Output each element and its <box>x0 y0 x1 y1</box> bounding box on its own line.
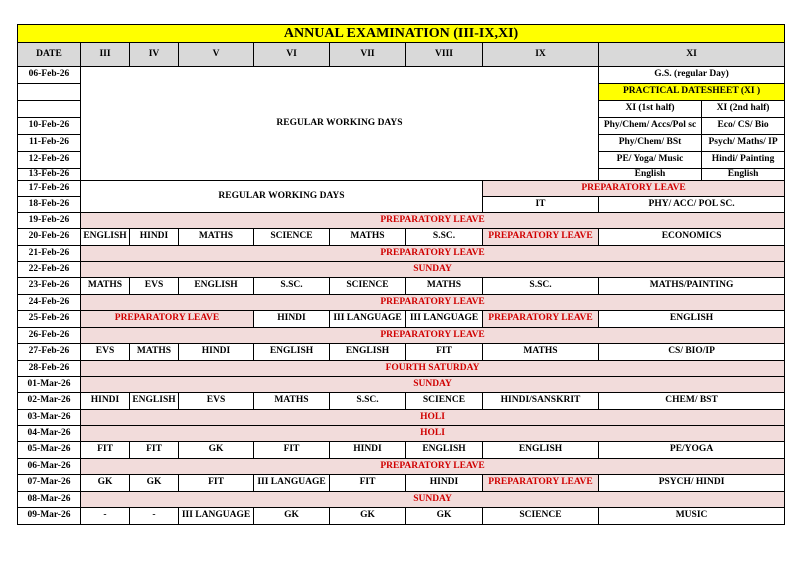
subject-cell: MATHS <box>254 393 330 410</box>
subject-cell: FIT <box>179 475 254 492</box>
prep-leave-cell: PREPARATORY LEAVE <box>483 181 785 197</box>
xi-cell: ENGLISH <box>599 311 785 328</box>
date-cell: 02-Mar-26 <box>18 393 81 410</box>
subject-cell: III LANGUAGE <box>254 475 330 492</box>
prep-leave-row: PREPARATORY LEAVE <box>81 213 785 229</box>
xi-cell: MATHS/PAINTING <box>599 278 785 295</box>
subject-cell: MATHS <box>81 278 130 295</box>
subject-cell: - <box>81 508 130 525</box>
date-cell: 20-Feb-26 <box>18 229 81 246</box>
holi-row: HOLI <box>81 426 785 442</box>
xi-practical-datesheet: PRACTICAL DATESHEET (XI ) <box>599 84 785 101</box>
date-cell: 12-Feb-26 <box>18 152 81 169</box>
header-vii: VII <box>330 43 406 67</box>
subject-cell: MATHS <box>483 344 599 361</box>
date-cell: 06-Feb-26 <box>18 67 81 84</box>
subject-cell: S.SC. <box>483 278 599 295</box>
prep-leave-cell: PREPARATORY LEAVE <box>483 475 599 492</box>
header-date: DATE <box>18 43 81 67</box>
date-cell: 13-Feb-26 <box>18 169 81 181</box>
date-cell: 09-Mar-26 <box>18 508 81 525</box>
date-cell: 19-Feb-26 <box>18 213 81 229</box>
subject-cell: HINDI <box>130 229 179 246</box>
date-cell <box>18 101 81 118</box>
date-cell: 07-Mar-26 <box>18 475 81 492</box>
subject-cell: GK <box>406 508 483 525</box>
prep-leave-cell: PREPARATORY LEAVE <box>483 311 599 328</box>
xi-first-half: XI (1st half) <box>599 101 702 118</box>
date-cell: 18-Feb-26 <box>18 197 81 213</box>
subject-cell: GK <box>330 508 406 525</box>
date-cell: 10-Feb-26 <box>18 118 81 135</box>
subject-cell: GK <box>179 442 254 459</box>
subject-cell: FIT <box>81 442 130 459</box>
date-cell: 11-Feb-26 <box>18 135 81 152</box>
xi-cell: Psych/ Maths/ IP <box>702 135 785 152</box>
sunday-row: SUNDAY <box>81 492 785 508</box>
subject-cell: EVS <box>179 393 254 410</box>
date-cell: 25-Feb-26 <box>18 311 81 328</box>
xi-cell: CHEM/ BST <box>599 393 785 410</box>
prep-leave-row: PREPARATORY LEAVE <box>81 246 785 262</box>
subject-cell: S.SC. <box>406 229 483 246</box>
date-cell: 26-Feb-26 <box>18 328 81 344</box>
subject-cell: ENGLISH <box>483 442 599 459</box>
subject-cell: ENGLISH <box>179 278 254 295</box>
header-xi: XI <box>599 43 785 67</box>
subject-cell: ENGLISH <box>406 442 483 459</box>
subject-cell: MATHS <box>406 278 483 295</box>
date-cell: 05-Mar-26 <box>18 442 81 459</box>
subject-cell: GK <box>254 508 330 525</box>
date-cell <box>18 84 81 101</box>
xi-gs-regular-day: G.S. (regular Day) <box>599 67 785 84</box>
xi-cell: PHY/ ACC/ POL SC. <box>599 197 785 213</box>
header-ix: IX <box>483 43 599 67</box>
subject-cell: HINDI <box>254 311 330 328</box>
date-cell: 22-Feb-26 <box>18 262 81 278</box>
prep-leave-row: PREPARATORY LEAVE <box>81 459 785 475</box>
subject-cell: EVS <box>81 344 130 361</box>
xi-cell: PSYCH/ HINDI <box>599 475 785 492</box>
subject-cell: SCIENCE <box>330 278 406 295</box>
exam-datesheet-table <box>17 24 785 525</box>
subject-cell: MATHS <box>130 344 179 361</box>
subject-cell: MATHS <box>330 229 406 246</box>
subject-cell: SCIENCE <box>483 508 599 525</box>
header-v: V <box>179 43 254 67</box>
sunday-row: SUNDAY <box>81 377 785 393</box>
prep-leave-cell: PREPARATORY LEAVE <box>81 311 254 328</box>
subject-cell: ENGLISH <box>81 229 130 246</box>
subject-cell: FIT <box>406 344 483 361</box>
header-viii: VIII <box>406 43 483 67</box>
subject-cell: ENGLISH <box>254 344 330 361</box>
xi-cell: Hindi/ Painting <box>702 152 785 169</box>
xi-cell: CS/ BIO/IP <box>599 344 785 361</box>
sheet-title: ANNUAL EXAMINATION (III-IX,XI) <box>18 25 785 43</box>
xi-cell: English <box>599 169 702 181</box>
subject-cell: S.SC. <box>254 278 330 295</box>
regular-working-days-block: REGULAR WORKING DAYS <box>81 67 599 181</box>
subject-cell: - <box>130 508 179 525</box>
subject-cell: ENGLISH <box>130 393 179 410</box>
date-cell: 24-Feb-26 <box>18 295 81 311</box>
date-cell: 28-Feb-26 <box>18 361 81 377</box>
subject-cell: HINDI <box>406 475 483 492</box>
date-cell: 08-Mar-26 <box>18 492 81 508</box>
prep-leave-cell: PREPARATORY LEAVE <box>483 229 599 246</box>
ix-cell: IT <box>483 197 599 213</box>
date-cell: 23-Feb-26 <box>18 278 81 295</box>
subject-cell: III LANGUAGE <box>330 311 406 328</box>
header-iii: III <box>81 43 130 67</box>
xi-cell: English <box>702 169 785 181</box>
prep-leave-row: PREPARATORY LEAVE <box>81 295 785 311</box>
subject-cell: SCIENCE <box>254 229 330 246</box>
date-cell: 17-Feb-26 <box>18 181 81 197</box>
subject-cell: HINDI <box>330 442 406 459</box>
fourth-saturday-row: FOURTH SATURDAY <box>81 361 785 377</box>
xi-cell: ECONOMICS <box>599 229 785 246</box>
xi-cell: MUSIC <box>599 508 785 525</box>
subject-cell: MATHS <box>179 229 254 246</box>
subject-cell: HINDI/SANSKRIT <box>483 393 599 410</box>
subject-cell: III LANGUAGE <box>406 311 483 328</box>
date-cell: 27-Feb-26 <box>18 344 81 361</box>
xi-cell: PE/ Yoga/ Music <box>599 152 702 169</box>
xi-second-half: XI (2nd half) <box>702 101 785 118</box>
subject-cell: FIT <box>330 475 406 492</box>
date-cell: 01-Mar-26 <box>18 377 81 393</box>
subject-cell: III LANGUAGE <box>179 508 254 525</box>
prep-leave-row: PREPARATORY LEAVE <box>81 328 785 344</box>
subject-cell: FIT <box>130 442 179 459</box>
xi-cell: Phy/Chem/ Accs/Pol sc <box>599 118 702 135</box>
subject-cell: GK <box>81 475 130 492</box>
subject-cell: HINDI <box>81 393 130 410</box>
header-iv: IV <box>130 43 179 67</box>
xi-cell: Phy/Chem/ BSt <box>599 135 702 152</box>
header-vi: VI <box>254 43 330 67</box>
sunday-row: SUNDAY <box>81 262 785 278</box>
xi-cell: PE/YOGA <box>599 442 785 459</box>
subject-cell: S.SC. <box>330 393 406 410</box>
subject-cell: SCIENCE <box>406 393 483 410</box>
subject-cell: FIT <box>254 442 330 459</box>
subject-cell: GK <box>130 475 179 492</box>
date-cell: 21-Feb-26 <box>18 246 81 262</box>
date-cell: 04-Mar-26 <box>18 426 81 442</box>
regular-working-days-block: REGULAR WORKING DAYS <box>81 181 483 213</box>
subject-cell: ENGLISH <box>330 344 406 361</box>
xi-cell: Eco/ CS/ Bio <box>702 118 785 135</box>
holi-row: HOLI <box>81 410 785 426</box>
date-cell: 06-Mar-26 <box>18 459 81 475</box>
date-cell: 03-Mar-26 <box>18 410 81 426</box>
subject-cell: HINDI <box>179 344 254 361</box>
subject-cell: EVS <box>130 278 179 295</box>
